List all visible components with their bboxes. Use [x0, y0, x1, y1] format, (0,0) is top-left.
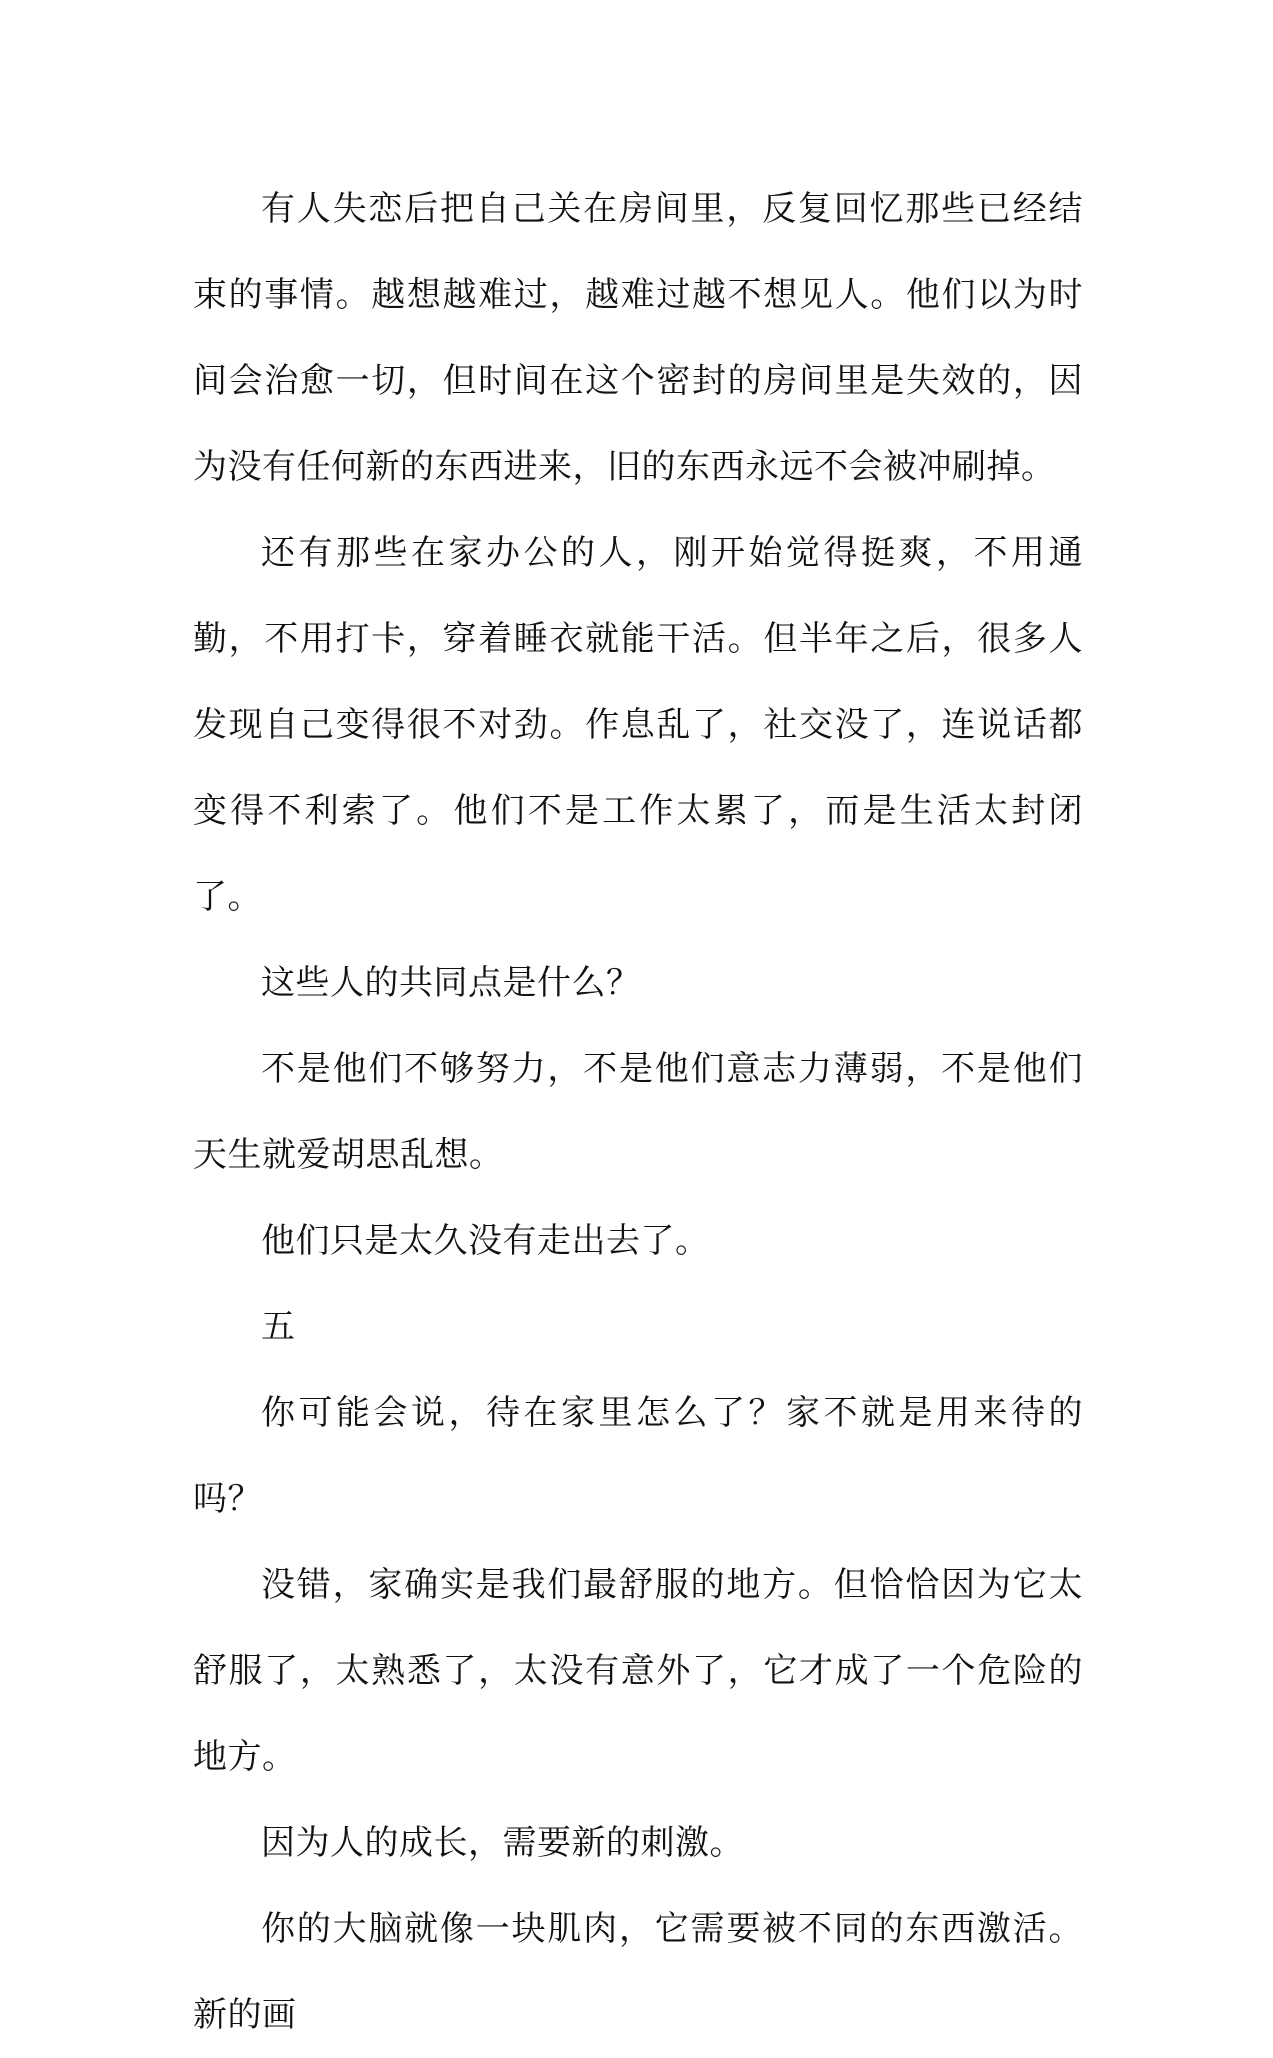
paragraph-growth-stimulus: 因为人的成长，需要新的刺激。	[261, 1823, 744, 1863]
document-body	[193, 166, 1083, 2058]
paragraph-not-effort: 不是他们不够努力，不是他们意志力薄弱，不是他们天生就爱胡思乱想。	[193, 1049, 1083, 1175]
paragraph-breakup-room: 有人失恋后把自己关在房间里，反复回忆那些已经结束的事情。越想越难过，越难过越不想见人。他们以为时间会治愈一切，但时间在这个密封的房间里是失效的，因为没有任何新的东西进来，旧的东西永远不会被冲刷掉。	[193, 189, 1083, 487]
paragraph-brain-muscle: 你的大脑就像一块肌肉，它需要被不同的东西激活。新的画	[193, 1909, 1083, 2035]
paragraph-remote-work: 还有那些在家办公的人，刚开始觉得挺爽，不用通勤，不用打卡，穿着睡衣就能干活。但半年之后，很多人发现自己变得很不对劲。作息乱了，社交没了，连说话都变得不利索了。他们不是工作太累了，而是生活太封闭了。	[193, 533, 1083, 917]
paragraph-home-comfortable: 没错，家确实是我们最舒服的地方。但恰恰因为它太舒服了，太熟悉了，太没有意外了，它才成了一个危险的地方。	[193, 1565, 1083, 1777]
section-heading-five: 五	[261, 1307, 295, 1347]
paragraph-common-point-question: 这些人的共同点是什么？	[261, 963, 641, 1003]
paragraph-not-going-out: 他们只是太久没有走出去了。	[261, 1221, 710, 1261]
paragraph-staying-home-question: 你可能会说，待在家里怎么了？家不就是用来待的吗？	[193, 1393, 1083, 1519]
